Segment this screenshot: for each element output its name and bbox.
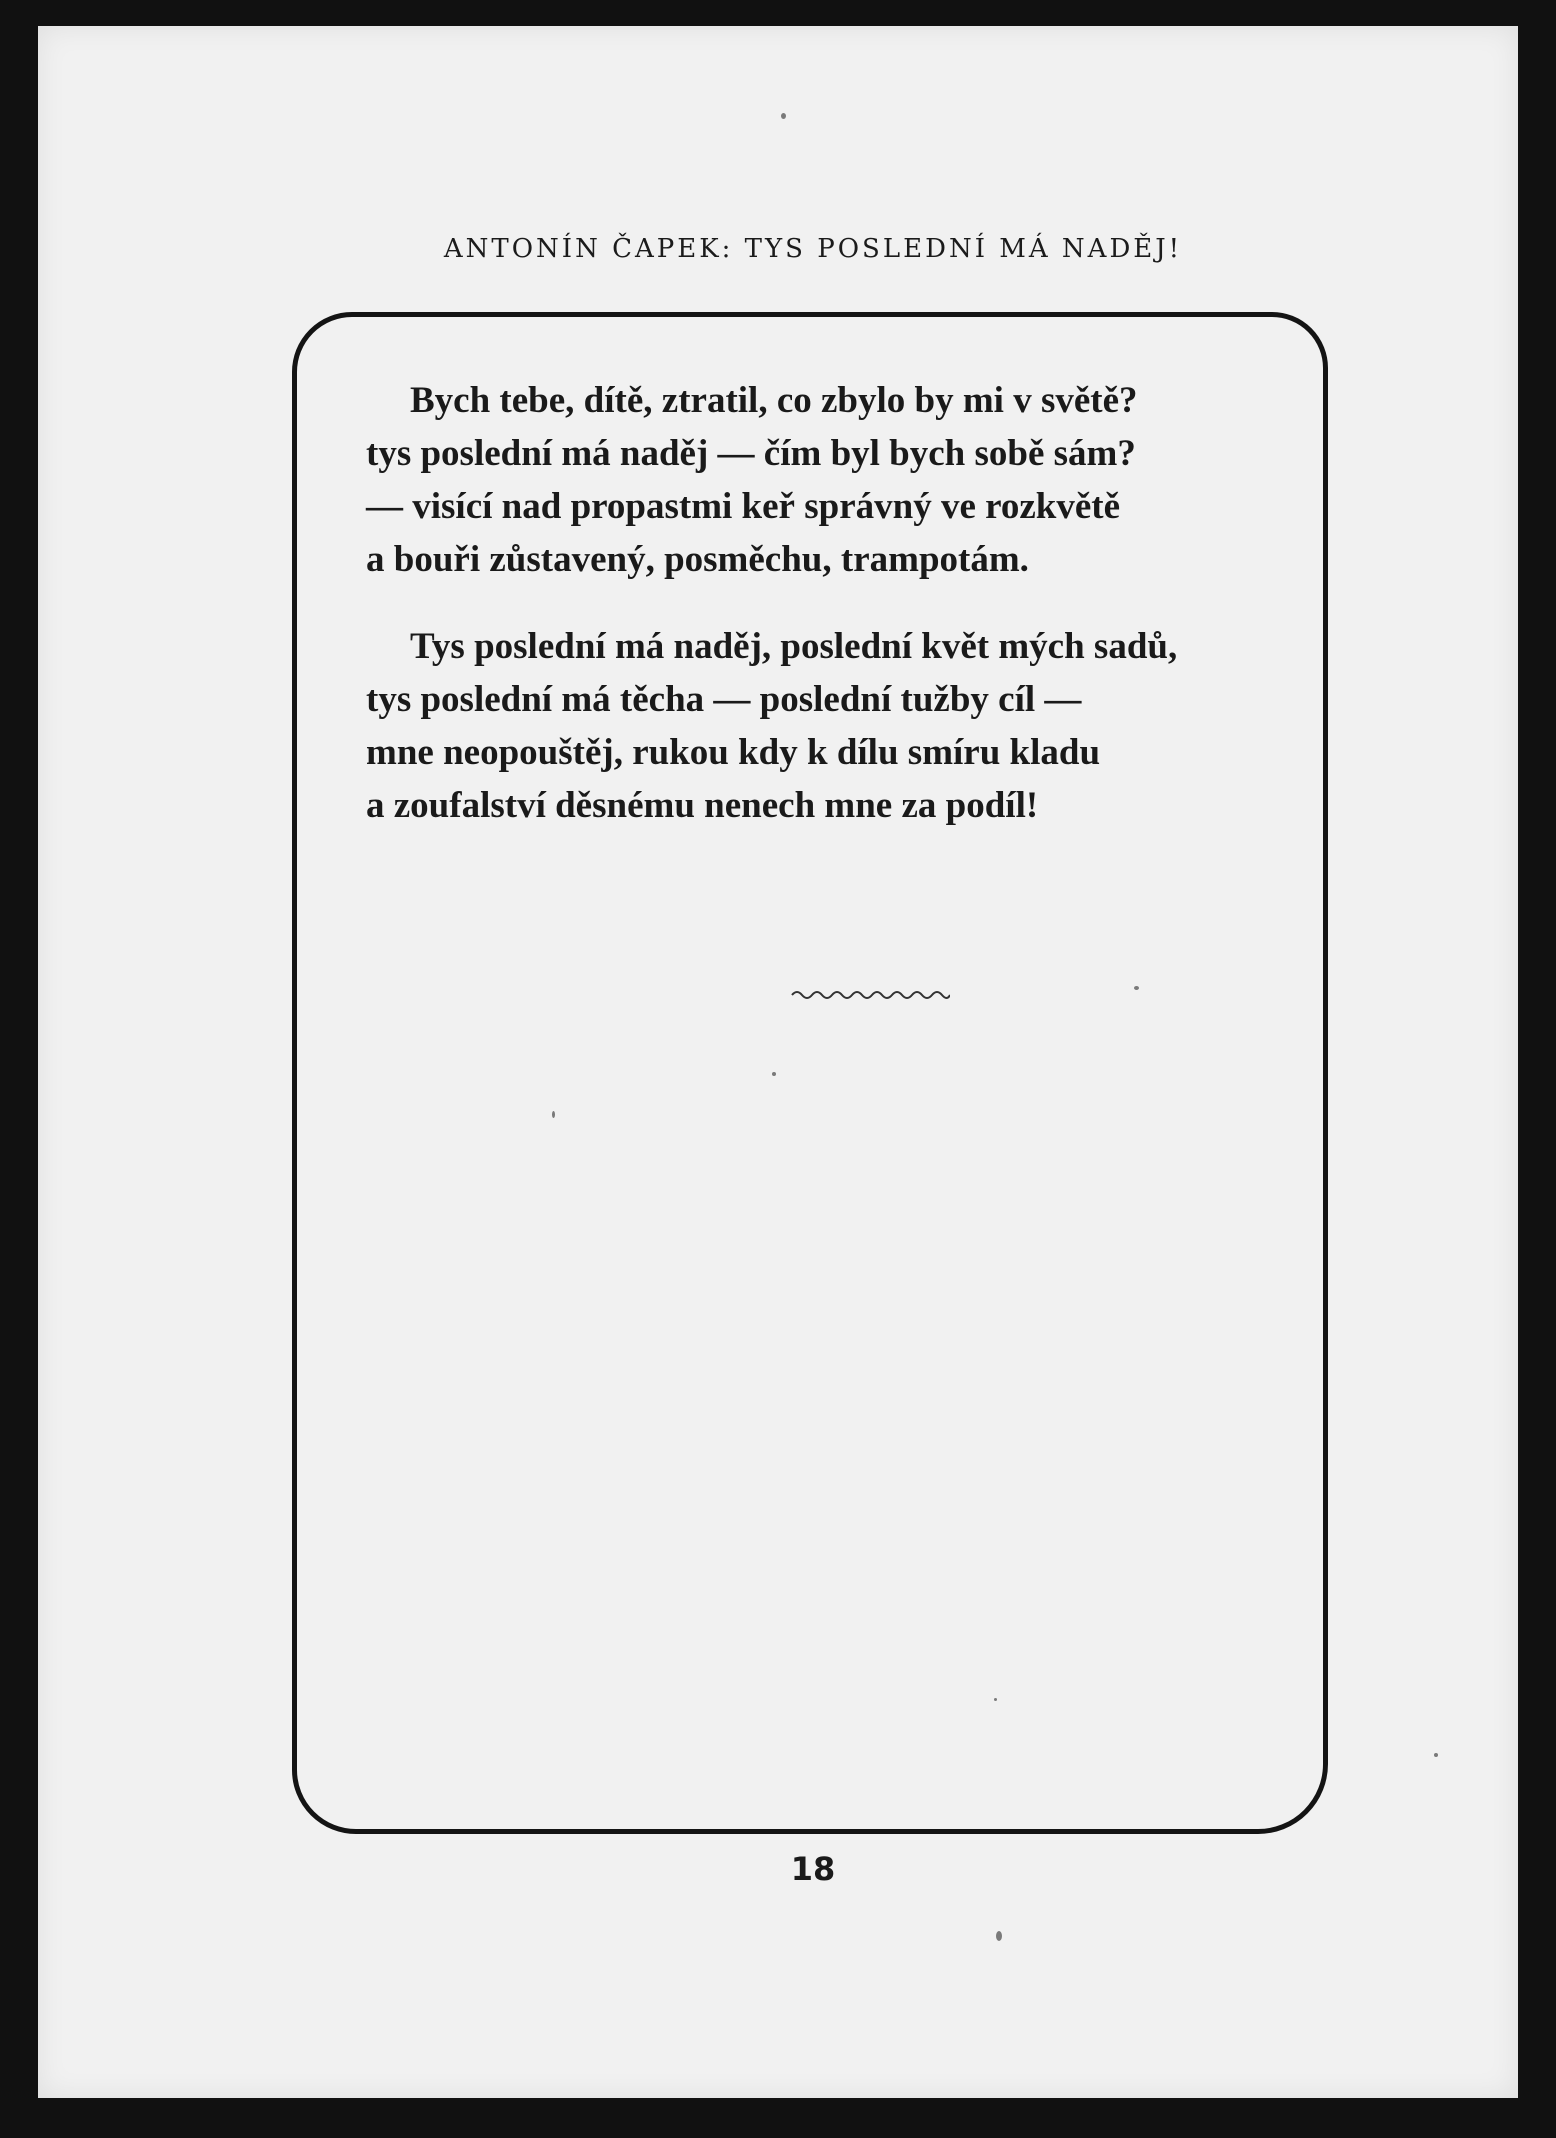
poem [366, 374, 1326, 866]
dust-speck [772, 1072, 776, 1076]
dust-speck [781, 113, 786, 119]
poem-line: mne neopouštěj, rukou kdy k dílu smíru kladu [366, 732, 1101, 773]
wavy-rule-ornament [790, 988, 950, 1002]
dust-speck [552, 1111, 555, 1118]
dust-speck [1134, 986, 1139, 990]
stanza-2 [366, 620, 1326, 832]
page-number: 18 [790, 1850, 836, 1888]
poem-line: — visící nad propastmi keř správný ve rozkvětě [366, 486, 1121, 527]
book-page [38, 26, 1518, 2098]
stanza-1 [366, 374, 1326, 586]
dust-speck [994, 1698, 997, 1701]
poem-line: a zoufalství děsnému nenech mne za podíl! [366, 785, 1039, 826]
poem-line: a bouři zůstavený, posměchu, trampotám. [366, 539, 1029, 580]
dust-speck [996, 1931, 1002, 1941]
poem-line: tys poslední má naděj — čím byl bych sobě sám? [366, 433, 1136, 474]
poem-line: tys poslední má těcha — poslední tužby cíl — [366, 679, 1082, 720]
running-head: ANTONÍN ČAPEK: TYS POSLEDNÍ MÁ NADĚJ! [443, 234, 1183, 264]
poem-line: Bych tebe, dítě, ztratil, co zbylo by mi v světě? [410, 380, 1138, 421]
poem-line: Tys poslední má naděj, poslední květ mých sadů, [410, 626, 1178, 667]
dust-speck [1434, 1753, 1438, 1757]
